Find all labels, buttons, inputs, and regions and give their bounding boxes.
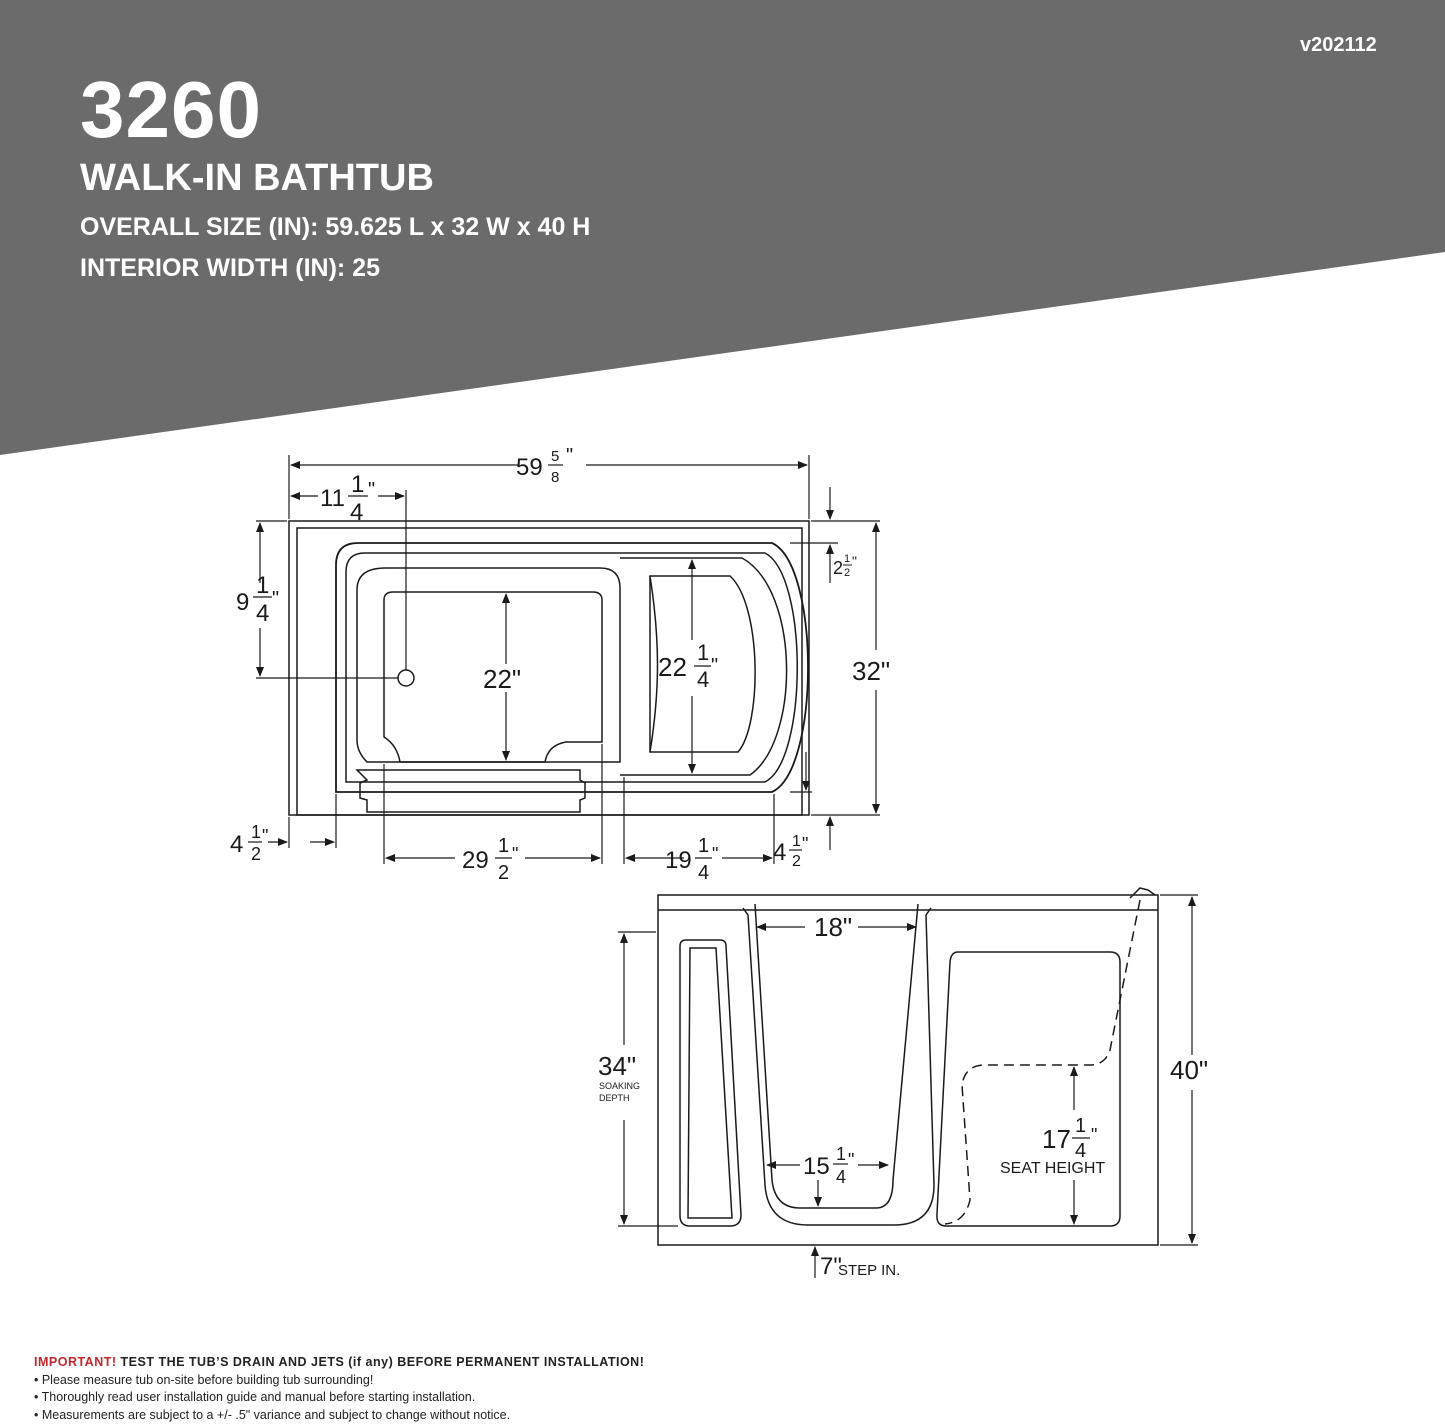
seat-height-num: 1 <box>1075 1115 1087 1137</box>
svg-text:": " <box>848 1150 855 1170</box>
version-label: v202112 <box>1300 34 1377 56</box>
right-end-den: 2 <box>792 853 801 870</box>
height-label: 40" <box>1170 1055 1209 1085</box>
important-warning <box>34 1354 644 1372</box>
important-prefix: IMPORTANT! <box>34 1355 117 1369</box>
svg-text:": " <box>566 445 574 467</box>
important-text: TEST THE TUB’S DRAIN AND JETS (if any) BEFORE PERMANENT INSTALLATION! <box>116 1355 645 1369</box>
side-view <box>658 888 1158 1245</box>
seat-length-num: 1 <box>698 835 710 857</box>
drain-offset-den: 4 <box>350 499 364 526</box>
basin-width-label: 22" <box>483 664 522 694</box>
seat-length-den: 4 <box>698 862 710 884</box>
drain-side-whole: 9 <box>236 589 250 616</box>
seat-height-den: 4 <box>1075 1140 1087 1162</box>
floor-width-whole: 15 <box>803 1153 830 1180</box>
svg-text:": " <box>712 844 719 864</box>
left-margin-whole: 4 <box>230 831 244 858</box>
right-margin-num: 1 <box>844 553 851 565</box>
seat-width-num: 1 <box>697 640 710 665</box>
left-margin-den: 2 <box>251 844 262 864</box>
svg-text:": " <box>852 553 857 569</box>
length-den: 8 <box>551 469 560 486</box>
soaking-caption-1: SOAKING <box>599 1081 641 1091</box>
drain-side-num: 1 <box>256 572 270 599</box>
svg-text:": " <box>512 844 519 864</box>
length-whole: 59 <box>516 454 543 481</box>
note-line: • Please measure tub on-site before building tub surrounding! <box>34 1372 374 1387</box>
right-end-whole: 4 <box>773 839 787 866</box>
top-view-labels <box>230 445 890 884</box>
tub-rim-inner <box>346 553 797 782</box>
step-in-value: 7" <box>820 1253 842 1280</box>
note-line: • Thoroughly read user installation guide and manual before starting installation. <box>34 1390 476 1404</box>
drain-circle <box>398 670 414 686</box>
door-opening-label: 18" <box>814 912 853 942</box>
right-margin-den: 2 <box>844 567 851 579</box>
step-in-caption: STEP IN. <box>838 1262 901 1279</box>
product-title: WALK-IN BATHTUB <box>80 157 434 199</box>
width-label: 32" <box>852 656 891 686</box>
seat-length-whole: 19 <box>665 847 692 874</box>
svg-text:": " <box>711 655 719 677</box>
front-panel-left-inner <box>688 948 732 1218</box>
door-threshold <box>357 770 585 812</box>
top-view <box>289 521 809 815</box>
right-margin-whole: 2 <box>833 558 844 578</box>
drain-offset-num: 1 <box>351 471 365 498</box>
seat-height-caption: SEAT HEIGHT <box>1000 1160 1106 1177</box>
drain-offset-whole: 11 <box>320 485 345 512</box>
installation-notes <box>34 1354 644 1424</box>
note-line: • Measurements are subject to a +/- .5" variance and subject to change without notice. <box>34 1407 511 1422</box>
seat-front-edge <box>650 576 658 752</box>
basin-length-num: 1 <box>498 835 510 857</box>
interior-width: INTERIOR WIDTH (IN): 25 <box>80 254 380 282</box>
svg-text:": " <box>368 479 376 501</box>
seat-width-whole: 22 <box>658 652 687 682</box>
soaking-depth-label: 34" <box>598 1051 637 1081</box>
svg-text:": " <box>262 826 269 846</box>
basin-length-den: 2 <box>498 862 510 884</box>
model-number: 3260 <box>80 65 262 154</box>
tub-outline-top-inner <box>297 528 802 815</box>
seat-width-den: 4 <box>697 667 710 692</box>
svg-text:": " <box>802 834 809 854</box>
soaking-caption-2: DEPTH <box>599 1093 630 1103</box>
floor-width-num: 1 <box>836 1144 847 1164</box>
backrest-curve <box>1130 888 1155 898</box>
overall-size: OVERALL SIZE (IN): 59.625 L x 32 W x 40 H <box>80 213 591 241</box>
right-end-num: 1 <box>792 833 801 850</box>
seat-height-whole: 17 <box>1042 1124 1071 1154</box>
seat-compartment <box>937 952 1120 1226</box>
floor-width-den: 4 <box>836 1167 847 1187</box>
svg-text:": " <box>1091 1125 1098 1145</box>
drain-side-den: 4 <box>256 600 270 627</box>
tub-outline-top <box>289 521 809 815</box>
svg-text:": " <box>272 588 280 610</box>
basin-length-whole: 29 <box>462 847 489 874</box>
length-num: 5 <box>551 448 560 465</box>
tub-rim-outer <box>336 543 808 792</box>
left-margin-num: 1 <box>251 822 262 842</box>
